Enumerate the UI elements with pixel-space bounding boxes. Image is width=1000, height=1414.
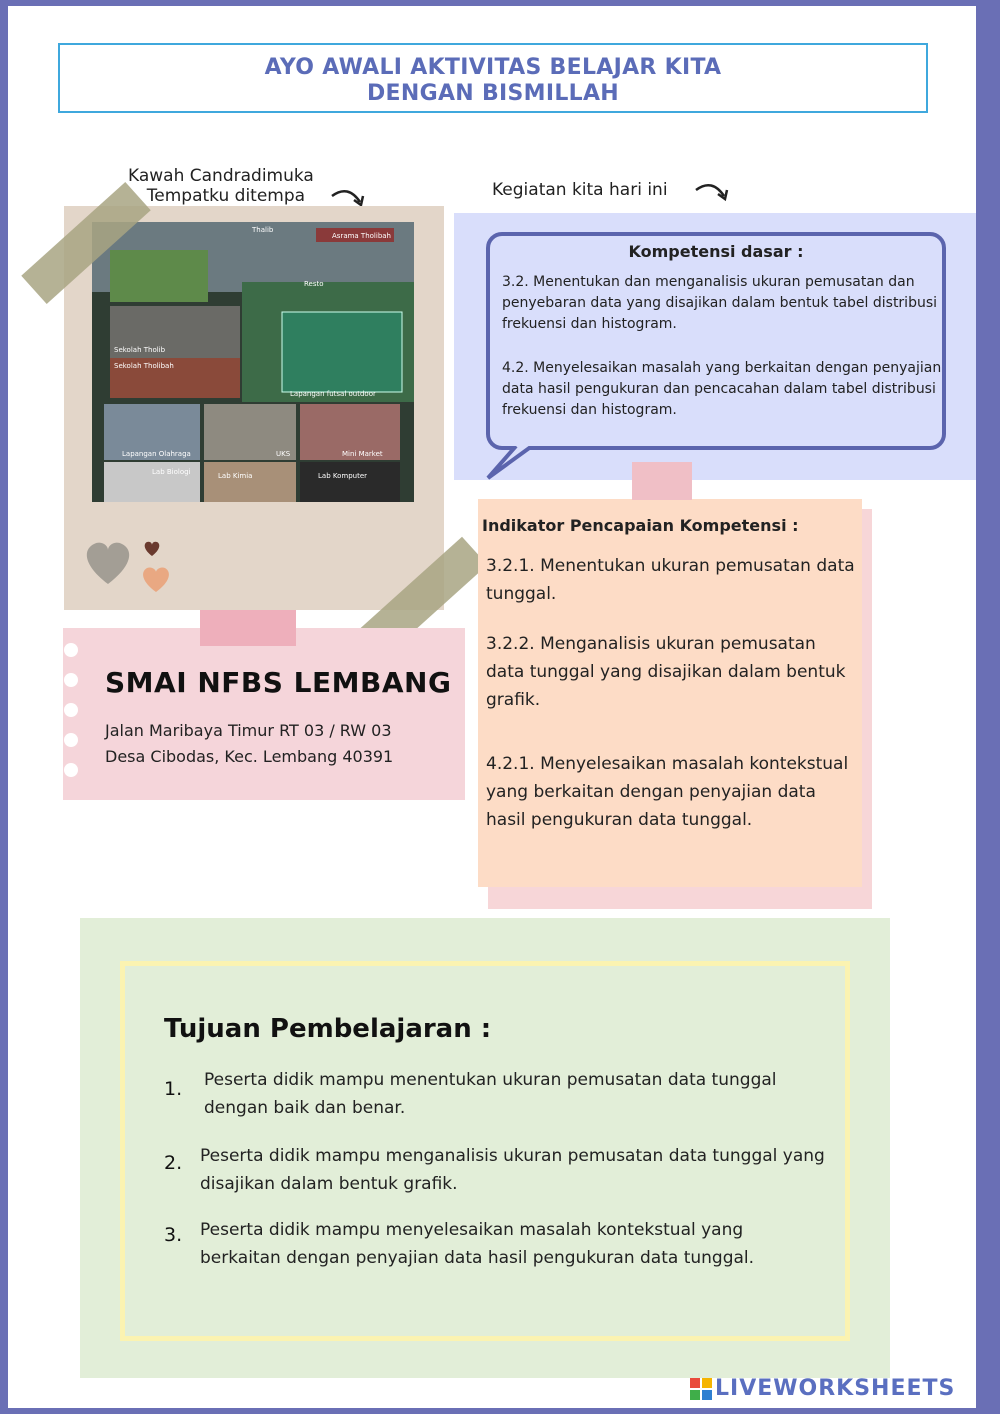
tujuan-item: Peserta didik mampu menganalisis ukuran pemusatan data tunggal yang disajikan dalam bentuk grafik. <box>200 1146 825 1194</box>
activity-caption: Kegiatan kita hari ini <box>492 180 668 200</box>
indikator-item: 3.2.2. Menganalisis ukuran pemusatan data tunggal yang disajikan dalam bentuk grafik. <box>486 634 846 710</box>
kompetensi-dasar-title: Kompetensi dasar : <box>628 242 804 261</box>
decorative-tape <box>632 462 692 500</box>
school-card <box>63 628 465 800</box>
photo-label: Sekolah Tholib <box>114 346 166 354</box>
photo-label: Lab Komputer <box>318 472 368 480</box>
kompetensi-dasar-item: 3.2. Menentukan dan menganalisis ukuran pemusatan dan penyebaran data yang disajikan dalam bentuk tabel distribusi frekuensi dan histogram. <box>502 274 938 332</box>
list-number: 2. <box>164 1152 183 1174</box>
list-number: 3. <box>164 1224 183 1246</box>
kompetensi-dasar-item: 4.2. Menyelesaikan masalah yang berkaitan dengan penyajian data hasil pengukuran dan pencacahan dalam tabel distribusi frekuensi dan histogram. <box>502 360 942 418</box>
photo-label: Mini Market <box>342 450 383 458</box>
title-line-1: AYO AWALI AKTIVITAS BELAJAR KITA <box>264 55 722 80</box>
photo-label: Lab Biologi <box>152 468 191 476</box>
logo-text: LIVEWORKSHEETS <box>715 1376 956 1401</box>
school-address <box>105 718 393 770</box>
campus-collage-photo <box>92 222 414 502</box>
hearts-icon <box>80 526 180 600</box>
photo-label: Resto <box>304 280 324 288</box>
photo-label: Thalib <box>252 226 274 234</box>
logo-mark-icon <box>690 1378 712 1400</box>
photo-label: Lapangan Olahraga <box>122 450 191 458</box>
photo-caption-line-1: Kawah Candradimuka <box>128 166 314 186</box>
photo-caption-line-2: Tempatku ditempa <box>146 186 306 206</box>
photo-label: UKS <box>276 450 291 458</box>
address-line-1: Jalan Maribaya Timur RT 03 / RW 03 <box>105 721 392 740</box>
indikator-item: 3.2.1. Menentukan ukuran pemusatan data tunggal. <box>486 556 855 604</box>
photo-caption <box>128 166 314 206</box>
liveworksheets-logo <box>690 1376 955 1401</box>
speech-bubble-tail-icon <box>486 446 536 486</box>
indikator-item: 4.2.1. Menyelesaikan masalah kontekstual yang berkaitan dengan penyajian data hasil pengukuran data tunggal. <box>486 754 849 830</box>
address-line-2: Desa Cibodas, Kec. Lembang 40391 <box>105 747 394 766</box>
photo-label: Asrama Tholibah <box>332 232 391 240</box>
tujuan-title: Tujuan Pembelajaran : <box>164 1014 492 1044</box>
page-title <box>58 43 928 113</box>
photo-label: Sekolah Tholibah <box>114 362 174 370</box>
decorative-tape <box>200 610 296 646</box>
photo-label: Lapangan futsal outdoor <box>290 390 376 398</box>
worksheet-page <box>8 6 976 1408</box>
photo-label: Lab Kimia <box>218 472 253 480</box>
curved-arrow-icon <box>694 180 730 210</box>
indikator-title: Indikator Pencapaian Kompetensi : <box>482 516 799 535</box>
title-line-2: DENGAN BISMILLAH <box>366 81 619 106</box>
tujuan-item: Peserta didik mampu menentukan ukuran pemusatan data tunggal dengan baik dan benar. <box>204 1070 777 1118</box>
school-name: SMAI NFBS LEMBANG <box>105 666 452 699</box>
tujuan-item: Peserta didik mampu menyelesaikan masalah kontekstual yang berkaitan dengan penyajian data hasil pengukuran data tunggal. <box>200 1220 755 1268</box>
list-number: 1. <box>164 1078 183 1100</box>
